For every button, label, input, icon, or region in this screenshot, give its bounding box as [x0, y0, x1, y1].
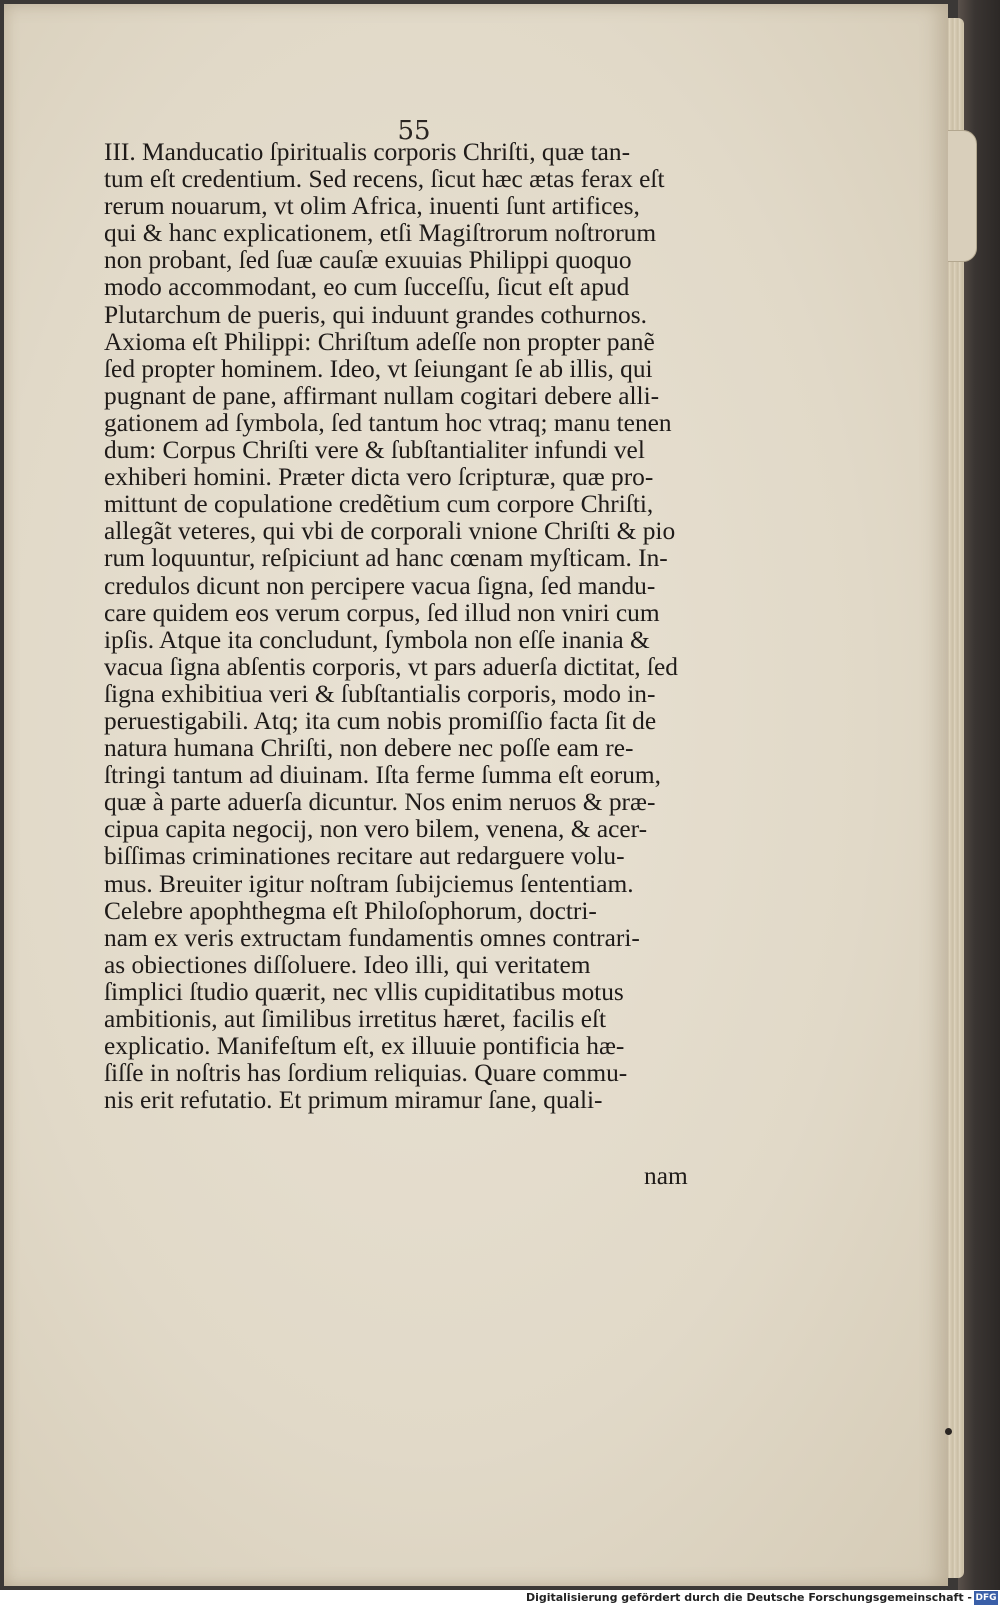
text-line: non probant, ſed ſuæ cauſæ exuuias Philippi quoquo [104, 246, 632, 275]
text-line: ſiſſe in noſtris has ſordium reliquias. Quare commu- [104, 1059, 628, 1088]
text-line: tum eſt credentium. Sed recens, ſicut hæc ætas ferax eſt [104, 165, 665, 194]
book-page [4, 4, 948, 1586]
text-line: cipua capita negocij, non vero bilem, venena, & acer- [104, 815, 648, 844]
text-line: credulos dicunt non percipere vacua ſigna, ſed mandu- [104, 571, 656, 600]
text-line: pugnant de pane, affirmant nullam cogitari debere alli- [104, 381, 660, 410]
text-line: III. Manducatio ſpiritualis corporis Chriſti, quæ tan- [104, 138, 631, 166]
text-line: exhiberi homini. Præter dicta vero ſcripturæ, quæ pro- [104, 463, 654, 492]
text-line: peruestigabili. Atq; ita cum nobis promiſſio facta ſit de [104, 706, 657, 735]
footer-credit: Digitalisierung gefördert durch die Deutsche Forschungsgemeinschaft - [525, 1591, 972, 1604]
text-line: Celebre apophthegma eſt Philoſophorum, doctri- [104, 896, 597, 925]
text-line: explicatio. Manifeſtum eſt, ex illuuie pontificia hæ- [104, 1032, 625, 1061]
text-line: gationem ad ſymbola, ſed tantum hoc vtraq; manu tenen [104, 408, 672, 437]
text-line: biſſimas criminationes recitare aut redarguere volu- [104, 842, 625, 871]
text-line: ſed propter hominem. Ideo, vt ſeiungant ſe ab illis, qui [104, 354, 653, 383]
text-line: Axioma eſt Philippi: Chriſtum adeſſe non propter panẽ [104, 327, 655, 356]
text-line: vacua ſigna abſentis corporis, vt pars aduerſa dictitat, ſed [104, 652, 678, 681]
text-line: mittunt de copulatione credẽtium cum corpore Chriſti, [104, 490, 654, 519]
text-line: mus. Breuiter igitur noſtram ſubijciemus ſententiam. [104, 869, 634, 898]
text-line: ipſis. Atque ita concludunt, ſymbola non eſſe inania & [104, 625, 650, 654]
book-clasp [945, 130, 977, 262]
text-line: natura humana Chriſti, non debere nec poſſe eam re- [104, 734, 634, 763]
text-line: ſimplici ſtudio quærit, nec vllis cupiditatibus motus [104, 977, 624, 1006]
ink-spot [945, 1428, 952, 1435]
text-line: quæ à parte aduerſa dicuntur. Nos enim neruos & præ- [104, 788, 656, 817]
text-line: nis erit refutatio. Et primum miramur ſane, quali- [104, 1086, 603, 1115]
text-line: ſtringi tantum ad diuinam. Iſta ferme ſumma eſt eorum, [104, 761, 662, 790]
text-line: rum loquuntur, reſpiciunt ad hanc cœnam myſticam. In- [104, 544, 668, 573]
text-line: nam ex veris extructam fundamentis omnes contrari- [104, 923, 640, 952]
text-line: ambitionis, aut ſimilibus irretitus hæret, facilis eſt [104, 1005, 607, 1033]
text-line: ſigna exhibitiua veri & ſubſtantialis corporis, modo in- [104, 679, 656, 708]
catchword: nam [644, 1162, 688, 1190]
text-line: as obiectiones diſſoluere. Ideo illi, qui veritatem [104, 950, 591, 979]
body-text [104, 139, 744, 1114]
text-line: allegãt veteres, qui vbi de corporali vnione Chriſti & pio [104, 517, 676, 546]
text-line: care quidem eos verum corpus, ſed illud non vniri cum [104, 598, 660, 627]
text-line: Plutarchum de pueris, qui induunt grandes cothurnos. [104, 300, 647, 329]
text-line: dum: Corpus Chriſti vere & ſubſtantialiter infundi vel [104, 436, 645, 465]
page-number: 55 [397, 116, 431, 146]
text-line: qui & hanc explicationem, etſi Magiſtrorum noſtrorum [104, 219, 657, 248]
text-line: modo accommodant, eo cum ſucceſſu, ſicut eſt apud [104, 273, 630, 302]
text-line: rerum nouarum, vt olim Africa, inuenti ſunt artifices, [104, 192, 640, 221]
dfg-logo-icon: DFG [975, 1593, 997, 1603]
